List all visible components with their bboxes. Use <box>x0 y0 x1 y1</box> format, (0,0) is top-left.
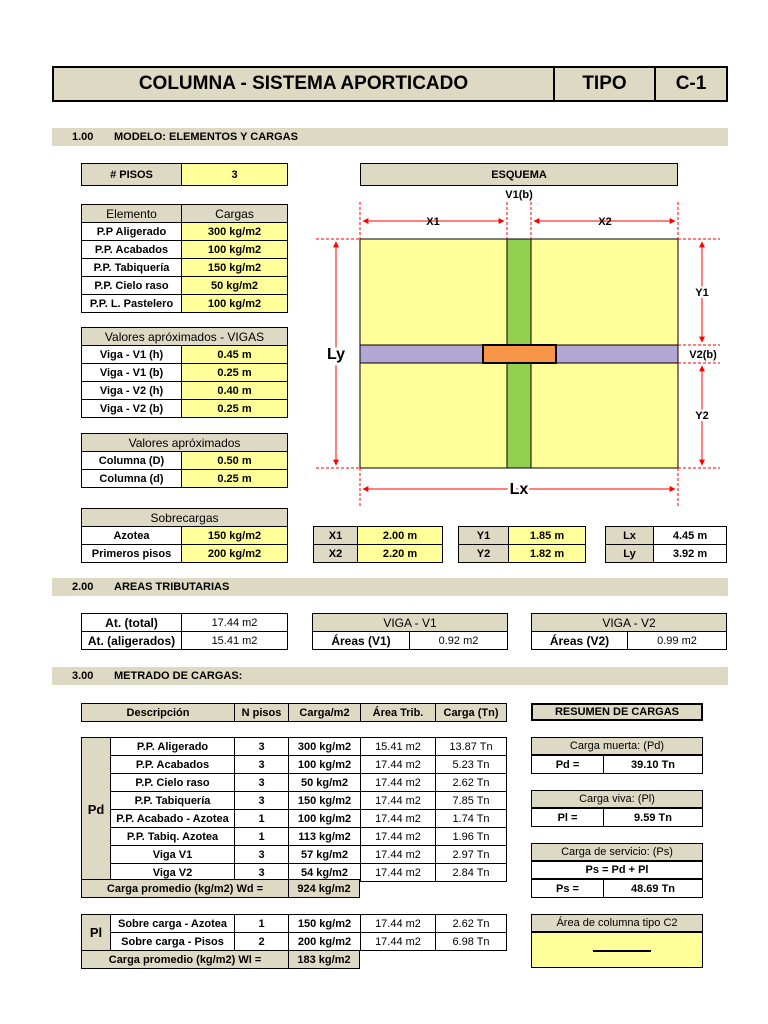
metrado-area: 17.44 m2 <box>361 846 436 864</box>
columna-value[interactable]: 0.50 m <box>182 452 288 470</box>
pl-result <box>531 808 703 827</box>
ps-result <box>531 879 703 898</box>
pd-label: Pd <box>82 738 111 882</box>
metrado-area: 17.44 m2 <box>361 933 436 951</box>
metrado-tn: 7.85 Tn <box>436 792 507 810</box>
ps-result-label: Ps = <box>532 880 604 898</box>
dim-label: Lx <box>606 527 654 545</box>
pd-result-label: Pd = <box>532 756 604 774</box>
label-v2b: V2(b) <box>689 349 717 361</box>
metrado-header-cell: Área Trib. <box>361 704 436 722</box>
label-v1b: V1(b) <box>505 189 533 201</box>
metrado-desc: P.P. Aligerado <box>111 738 235 756</box>
metrado-area: 17.44 m2 <box>361 756 436 774</box>
carga-value[interactable]: 100 kg/m2 <box>182 295 288 313</box>
viga-value[interactable]: 0.40 m <box>182 382 288 400</box>
ps-result-value: 48.69 Tn <box>604 880 703 898</box>
metrado-tn: 1.74 Tn <box>436 810 507 828</box>
areas-total-table <box>81 613 288 650</box>
metrado-header-cell: Carga (Tn) <box>436 704 507 722</box>
metrado-carga: 300 kg/m2 <box>289 738 361 756</box>
dim-value[interactable]: 2.00 m <box>358 527 443 545</box>
metrado-carga: 57 kg/m2 <box>289 846 361 864</box>
metrado-tn: 5.23 Tn <box>436 756 507 774</box>
metrado-carga: 113 kg/m2 <box>289 828 361 846</box>
viga-name: Viga - V2 (h) <box>82 382 182 400</box>
at-alig-value: 15.41 m2 <box>182 632 288 650</box>
pl-result-label: Pl = <box>532 809 604 827</box>
v1-label: Áreas (V1) <box>313 632 410 650</box>
columna-name: Columna (D) <box>82 452 182 470</box>
sobrecarga-name: Azotea <box>82 527 182 545</box>
pl-result-value: 9.59 Tn <box>604 809 703 827</box>
section-1-number: 1.00 <box>72 131 94 143</box>
metrado-desc: Viga V2 <box>111 864 235 882</box>
tipo-label: TIPO <box>553 66 656 102</box>
dim-value[interactable]: 1.82 m <box>509 545 586 563</box>
metrado-tn: 2.62 Tn <box>436 774 507 792</box>
metrado-tn: 1.96 Tn <box>436 828 507 846</box>
metrado-carga: 200 kg/m2 <box>289 933 361 951</box>
page-title: COLUMNA - SISTEMA APORTICADO <box>52 66 555 102</box>
metrado-carga: 150 kg/m2 <box>289 792 361 810</box>
metrado-area: 17.44 m2 <box>361 915 436 933</box>
section-1-header <box>52 128 728 146</box>
metrado-header-cell: Descripción <box>82 704 235 722</box>
label-lx: Lx <box>509 481 529 498</box>
section-3-label: METRADO DE CARGAS: <box>114 670 243 682</box>
muerta-title: Carga muerta: (Pd) <box>531 737 703 755</box>
dim-label: X1 <box>314 527 358 545</box>
section-2-number: 2.00 <box>72 581 94 593</box>
label-x2: X2 <box>598 216 612 228</box>
label-y2: Y2 <box>695 410 709 422</box>
carga-name: P.P. Cielo raso <box>82 277 182 295</box>
metrado-carga: 54 kg/m2 <box>289 864 361 882</box>
metrado-npisos: 3 <box>235 846 289 864</box>
metrado-area: 17.44 m2 <box>361 774 436 792</box>
vigas-table <box>81 327 288 418</box>
columna-title: Valores apróximados <box>82 434 288 452</box>
at-alig-label: At. (aligerados) <box>82 632 182 650</box>
section-3-number: 3.00 <box>72 670 94 682</box>
sobrecarga-value[interactable]: 200 kg/m2 <box>182 545 288 563</box>
cargas-header-elemento: Elemento <box>82 205 182 223</box>
wd-label: Carga promedio (kg/m2) Wd = <box>82 880 289 898</box>
v1-title: VIGA - V1 <box>313 614 508 632</box>
metrado-npisos: 1 <box>235 810 289 828</box>
cargas-table <box>81 204 288 313</box>
metrado-desc: P.P. Tabiquería <box>111 792 235 810</box>
viga-value[interactable]: 0.45 m <box>182 346 288 364</box>
section-3-header <box>52 667 728 685</box>
metrado-area: 17.44 m2 <box>361 828 436 846</box>
sobrecarga-name: Primeros pisos <box>82 545 182 563</box>
esquema-title: ESQUEMA <box>360 163 678 186</box>
wl-row <box>81 950 360 969</box>
wd-row <box>81 879 360 898</box>
sobrecargas-table <box>81 508 288 563</box>
viga-value[interactable]: 0.25 m <box>182 400 288 418</box>
tipo-value: C-1 <box>654 66 728 102</box>
metrado-tn: 2.97 Tn <box>436 846 507 864</box>
pd-table <box>81 737 507 882</box>
dim-value: 4.45 m <box>654 527 727 545</box>
viga-name: Viga - V1 (h) <box>82 346 182 364</box>
dim-value[interactable]: 1.85 m <box>509 527 586 545</box>
servicio-title: Carga de servicio: (Ps) <box>531 843 703 861</box>
v2-title: VIGA - V2 <box>532 614 727 632</box>
label-x1: X1 <box>426 216 440 228</box>
metrado-tn: 2.84 Tn <box>436 864 507 882</box>
metrado-carga: 50 kg/m2 <box>289 774 361 792</box>
ps-formula: Ps = Pd + Pl <box>531 861 703 879</box>
metrado-carga: 100 kg/m2 <box>289 810 361 828</box>
section-2-header <box>52 578 728 596</box>
viga-name: Viga - V1 (b) <box>82 364 182 382</box>
metrado-header <box>81 703 507 722</box>
carga-value[interactable]: 100 kg/m2 <box>182 241 288 259</box>
viva-title: Carga viva: (Pl) <box>531 790 703 808</box>
dim-label: Y1 <box>459 527 509 545</box>
metrado-carga: 150 kg/m2 <box>289 915 361 933</box>
viga-name: Viga - V2 (b) <box>82 400 182 418</box>
dims-x-table <box>313 526 443 563</box>
pisos-value[interactable]: 3 <box>181 163 288 186</box>
metrado-npisos: 3 <box>235 756 289 774</box>
carga-value[interactable]: 50 kg/m2 <box>182 277 288 295</box>
metrado-npisos: 3 <box>235 738 289 756</box>
carga-value[interactable]: 150 kg/m2 <box>182 259 288 277</box>
pl-label: Pl <box>82 915 111 951</box>
areas-v2-table <box>531 613 727 650</box>
metrado-npisos: 3 <box>235 774 289 792</box>
resumen-title: RESUMEN DE CARGAS <box>531 703 703 721</box>
viga-value[interactable]: 0.25 m <box>182 364 288 382</box>
area-columna-title: Área de columna tipo C2 <box>531 914 703 932</box>
pd-result-value: 39.10 Tn <box>604 756 703 774</box>
metrado-desc: P.P. Cielo raso <box>111 774 235 792</box>
wd-value: 924 kg/m2 <box>289 880 360 898</box>
metrado-area: 17.44 m2 <box>361 810 436 828</box>
metrado-desc: Sobre carga - Azotea <box>111 915 235 933</box>
dim-label: X2 <box>314 545 358 563</box>
carga-name: P.P. L. Pastelero <box>82 295 182 313</box>
columna-table <box>81 433 288 488</box>
vigas-title: Valores apróximados - VIGAS <box>82 328 288 346</box>
metrado-carga: 100 kg/m2 <box>289 756 361 774</box>
dims-l-table <box>605 526 727 563</box>
metrado-npisos: 3 <box>235 792 289 810</box>
metrado-area: 17.44 m2 <box>361 792 436 810</box>
sobrecarga-value[interactable]: 150 kg/m2 <box>182 527 288 545</box>
wl-label: Carga promedio (kg/m2) Wl = <box>82 951 289 969</box>
metrado-tn: 13.87 Tn <box>436 738 507 756</box>
label-ly: Ly <box>326 346 346 363</box>
carga-name: P.P. Acabados <box>82 241 182 259</box>
at-total-value: 17.44 m2 <box>182 614 288 632</box>
carga-name: P.P. Tabiquería <box>82 259 182 277</box>
metrado-desc: P.P. Tabiq. Azotea <box>111 828 235 846</box>
columna-name: Columna (d) <box>82 470 182 488</box>
v2-label: Áreas (V2) <box>532 632 628 650</box>
section-2-label: AREAS TRIBUTARIAS <box>114 581 230 593</box>
section-1-label: MODELO: ELEMENTOS Y CARGAS <box>114 131 298 143</box>
metrado-tn: 6.98 Tn <box>436 933 507 951</box>
v2-value: 0.99 m2 <box>628 632 727 650</box>
areas-v1-table <box>312 613 508 650</box>
pd-result <box>531 755 703 774</box>
carga-value[interactable]: 300 kg/m2 <box>182 223 288 241</box>
pl-table <box>81 914 507 951</box>
metrado-npisos: 2 <box>235 933 289 951</box>
pisos-label: # PISOS <box>81 163 182 186</box>
metrado-area: 15.41 m2 <box>361 738 436 756</box>
column <box>483 345 556 363</box>
dim-label: Ly <box>606 545 654 563</box>
metrado-npisos: 3 <box>235 864 289 882</box>
metrado-header-cell: Carga/m2 <box>289 704 361 722</box>
dim-value: 3.92 m <box>654 545 727 563</box>
columna-value[interactable]: 0.25 m <box>182 470 288 488</box>
metrado-desc: Viga V1 <box>111 846 235 864</box>
dim-value[interactable]: 2.20 m <box>358 545 443 563</box>
area-columna-box <box>531 932 703 968</box>
sobrecargas-title: Sobrecargas <box>82 509 288 527</box>
cargas-header-cargas: Cargas <box>182 205 288 223</box>
metrado-desc: Sobre carga - Pisos <box>111 933 235 951</box>
area-columna-line <box>593 950 651 952</box>
metrado-npisos: 1 <box>235 828 289 846</box>
dim-label: Y2 <box>459 545 509 563</box>
metrado-desc: P.P. Acabados <box>111 756 235 774</box>
metrado-header-cell: N pisos <box>235 704 289 722</box>
label-y1: Y1 <box>695 287 709 299</box>
metrado-tn: 2.62 Tn <box>436 915 507 933</box>
metrado-npisos: 1 <box>235 915 289 933</box>
wl-value: 183 kg/m2 <box>289 951 360 969</box>
carga-name: P.P Aligerado <box>82 223 182 241</box>
esquema-diagram <box>300 186 720 516</box>
metrado-desc: P.P. Acabado - Azotea <box>111 810 235 828</box>
metrado-area: 17.44 m2 <box>361 864 436 882</box>
at-total-label: At. (total) <box>82 614 182 632</box>
dims-y-table <box>458 526 586 563</box>
v1-value: 0.92 m2 <box>410 632 508 650</box>
